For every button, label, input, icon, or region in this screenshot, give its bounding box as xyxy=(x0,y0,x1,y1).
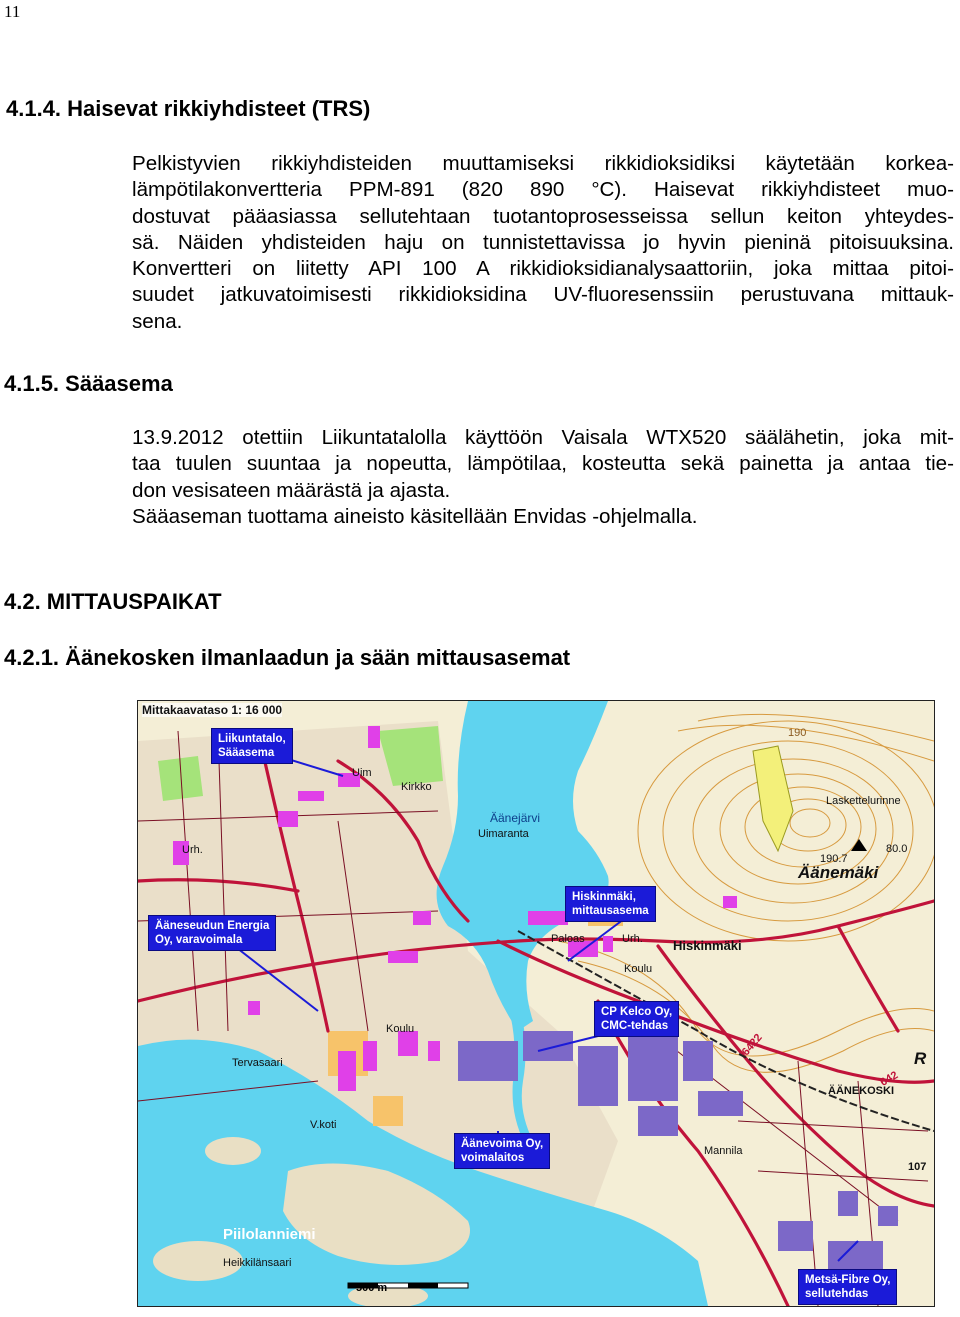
text-line: Pelkistyvien rikkiyhdisteiden muuttamiseksi rikkidioksidiksi käytetään korkea- xyxy=(132,152,954,175)
label-aanekoski: ÄÄNEKOSKI xyxy=(828,1085,895,1097)
callout-cp-kelco xyxy=(594,1001,679,1037)
callout-line: Metsä-Fibre Oy, xyxy=(805,1274,891,1286)
label-mannila: Mannila xyxy=(704,1145,743,1157)
callout-line: voimalaitos xyxy=(461,1152,525,1164)
callout-line: Sääasema xyxy=(218,747,275,759)
label-contour-190: 190 xyxy=(788,727,807,739)
label-piilolanniemi: Piilolanniemi xyxy=(223,1226,316,1243)
label-road-107: 107 xyxy=(908,1161,927,1173)
map-field xyxy=(373,1096,403,1126)
text-line: sena. xyxy=(132,309,183,333)
label-urh: Urh. xyxy=(622,933,643,945)
callout-line: Ääneseudun Energia xyxy=(155,920,270,932)
label-heikkilansaari: Heikkilänsaari xyxy=(223,1257,292,1269)
text-line: Konvertteri on liitetty API 100 A rikkidioksidianalysaattoriin, joka mittaa pitoi- xyxy=(132,257,954,281)
text-line: Sääaseman tuottama aineisto käsitellään Envidas -ohjelmalla. xyxy=(132,504,698,528)
heading-4-1-4: 4.1.4. Haisevat rikkiyhdisteet (TRS) xyxy=(6,96,371,121)
label-elev-800: 80.0 xyxy=(886,843,908,855)
label-koulu: Koulu xyxy=(624,963,653,975)
text-line: taa tuulen suuntaa ja nopeutta, lämpötilaa, kosteutta sekä painetta ja antaa tie- xyxy=(132,452,954,476)
callout-line: mittausasema xyxy=(572,905,649,917)
map-island xyxy=(205,1137,261,1165)
callout-line: Oy, varavoimala xyxy=(155,934,243,946)
label-laskettelurinne: Laskettelurinne xyxy=(826,795,901,807)
measurement-stations-map xyxy=(137,700,935,1307)
callout-metsa-fibre xyxy=(798,1269,897,1305)
text-line: dostuvat pääasiassa sellutehtaan tuotantoprosesseissa sellun keiton yhteydes- xyxy=(132,204,954,228)
callout-line: CP Kelco Oy, xyxy=(601,1006,673,1018)
callout-line: CMC-tehdas xyxy=(601,1020,669,1032)
text-line: suudet jatkuvatoimisesti rikkidioksidina UV-fluoresenssiin perustuvana mittauk- xyxy=(132,283,954,307)
label-koulu: Koulu xyxy=(386,1023,415,1035)
heading-4-2-1: 4.2.1. Äänekosken ilmanlaadun ja sään mittausasemat xyxy=(4,645,571,670)
label-kirkko: Kirkko xyxy=(401,781,432,793)
label-uim: Uim xyxy=(352,767,372,779)
label-road-642: 642 xyxy=(878,1069,901,1089)
text-line: sä. Näiden yhdisteiden haju on tunnistettavissa jo hyvin pieninä pitoisuuksina. xyxy=(132,230,954,254)
label-uimaranta: Uimaranta xyxy=(478,828,529,840)
label-urh: Urh. xyxy=(182,844,203,856)
map-scale-label: 500 m xyxy=(356,1282,388,1294)
label-aanejarvi: Äänejärvi xyxy=(490,811,541,825)
map-scale-title: Mittakaavataso 1: 16 000 xyxy=(142,703,283,717)
label-elev-1907: 190.7 xyxy=(820,853,848,865)
text-line: 13.9.2012 otettiin Liikuntatalolla käyttöön Vaisala WTX520 säälähetin, joka mit- xyxy=(132,426,954,449)
map-scale-bar-segment xyxy=(408,1283,438,1288)
map-graphic xyxy=(138,701,934,1306)
text-line: lämpötilakonvertteria PPM-891 (820 890 °C). Haisevat rikkiyhdisteet muo- xyxy=(132,178,954,202)
paragraph-saaasema xyxy=(132,425,954,530)
callout-line: sellutehdas xyxy=(805,1288,869,1300)
heading-4-1-5: 4.1.5. Sääasema xyxy=(4,371,173,396)
label-tervasaari: Tervasaari xyxy=(232,1057,283,1069)
label-road-6422: 6422 xyxy=(739,1031,765,1059)
page-number: 11 xyxy=(4,2,21,21)
callout-aaneseudun-energia xyxy=(148,915,276,951)
text-line: don vesisateen määrästä ja ajasta. xyxy=(132,478,451,502)
callout-line: Liikuntatalo, xyxy=(218,733,286,745)
heading-4-2: 4.2. MITTAUSPAIKAT xyxy=(4,589,222,614)
label-paloas: Paloas xyxy=(551,933,585,945)
label-vkoti: V.koti xyxy=(310,1119,337,1131)
callout-liikuntatalo-saaasema xyxy=(211,728,293,764)
callout-hiskinmaki-mittausasema xyxy=(565,886,656,922)
label-hiskinmaki: Hiskinmäki xyxy=(673,938,742,953)
callout-aanevoima xyxy=(454,1133,550,1169)
label-r: R xyxy=(914,1049,927,1068)
callout-line: Äänevoima Oy, xyxy=(461,1138,544,1150)
label-aanemaki: Äänemäki xyxy=(798,863,879,882)
callout-line: Hiskinmäki, xyxy=(572,891,636,903)
paragraph-trs xyxy=(132,151,954,335)
